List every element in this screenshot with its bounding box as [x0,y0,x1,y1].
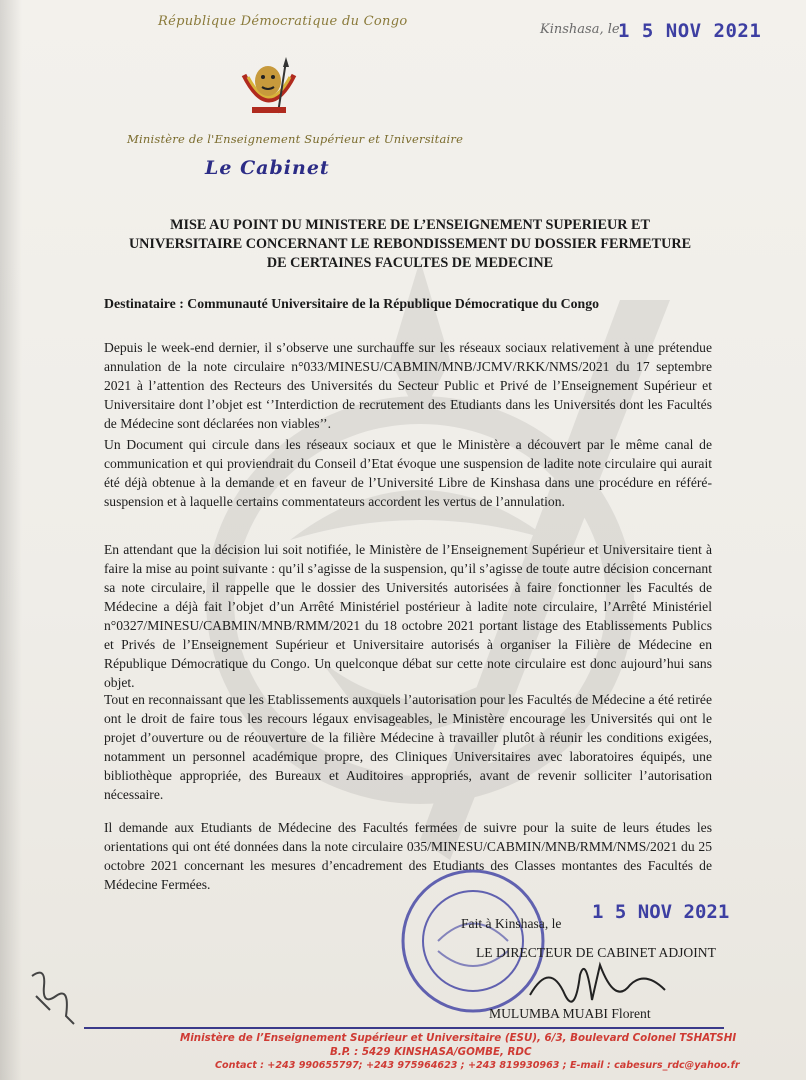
ministry-header: Ministère de l'Enseignement Supérieur et Universitaire [127,132,464,146]
footer-divider [84,1027,724,1029]
document-title [100,216,720,273]
page-shadow [0,0,22,1080]
republic-header: République Démocratique du Congo [158,14,408,29]
paragraph-3: En attendant que la décision lui soit notifiée, le Ministère de l’Enseignement Supérieur et Universitaire tient à faire la mise au point suivante : qu’il s’agisse de la suspension, qu’il s’agisse de toute autre décision concernant sa note circulaire, il rappelle que le dossier des Universités autorisées à faire fonctionner les Facultés de Médecine a déjà fait l’objet d’un Arrêté Ministériel postérieur à ladite note circulaire, l’Arrêté Ministériel n°0327/MINESU/CABMIN/MNB/RMM/2021 du 18 octobre 2021 portant listage des Etablissements Publics et Privés de l’Enseignement Supérieur et Universitaire autorisés à organiser la Filière de Médecine en République Démocratique du Congo. Un quelconque débat sur cette note circulaire est donc aujourd’hui sans objet. [104,542,712,690]
footer-contact: Contact : +243 990655797; +243 975964623 ; +243 819930963 ; E-mail : cabesurs_rdc@yahoo.fr [215,1060,740,1071]
footer-address: Ministère de l’Enseignement Supérieur et Universitaire (ESU), 6/3, Boulevard Colonel TSHATSHI [180,1032,737,1044]
paragraph-5: Il demande aux Etudiants de Médecine des Facultés fermées de suivre pour la suite de leurs études les orientations qui ont été données dans la note circulaire 035/MINESU/CABMIN/MNB/RMM/NMS/2021 du 25 octobre 2021 concernant les mesures d’encadrement des Etudiants des Classes montantes des Facultés de Médecine Fermées. [104,820,712,892]
title-line: UNIVERSITAIRE CONCERNANT LE REBONDISSEMENT DU DOSSIER FERMETURE [128,236,692,252]
paragraph-2: Un Document qui circule dans les réseaux sociaux et que le Ministère a découvert par le même canal de communication et qui proviendrait du Conseil d’Etat évoque une suspension de ladite note circulaire qui aurait été déjà obtenue à la demande et en faveur de l’Université Libre de Kinshasa dans une procédure en référé-suspension et à laquelle certains commentateurs accordent les vertus de l’annulation. [104,437,712,509]
coat-of-arms-icon [238,55,300,121]
paragraph-4: Tout en reconnaissant que les Etablissements auxquels l’autorisation pour les Facultés de Médecine a été retirée ont le droit de faire tous les recours légaux envisageables, le Ministère encourage les Universités qui ont le projet d’ouverture ou de réouverture de la filière Médecine à travailler plutôt à réunir les conditions exigées, notamment un personnel académique propre, des Cliniques Universitaires avec laboratoires équipés, une bibliothèque appropriée, des Bureaux et Auditoires appropriés, avant de revenir solliciter l’autorisation nécessaire. [104,692,712,802]
signatory-title: LE DIRECTEUR DE CABINET ADJOINT [476,945,716,960]
recipient-line: Destinataire : Communauté Universitaire de la République Démocratique du Congo [104,296,600,311]
paragraph-1: Depuis le week-end dernier, il s’observe une surchauffe sur les réseaux sociaux relativement à une prétendue annulation de la note circulaire n°033/MINESU/CABMIN/MNB/JCMV/RKK/NMS/2021 du 17 septembre 2021 à l’attention des Recteurs des Universités du Secteur Public et Privé de l’Enseignement Supérieur et Universitaire dont l’objet est ‘’Interdiction de recrutement des Etudiants dans les Universités dont les Facultés de Médecine sont déclarées non viables’’. [104,340,712,431]
footer-po-box: B.P. : 5429 KINSHASA/GOMBE, RDC [330,1046,532,1058]
date-stamp-top: 1 5 NOV 2021 [618,20,762,42]
place-date-prefix: Kinshasa, le [540,22,620,37]
hand-drawn-mark-icon [26,966,78,1028]
cabinet-header: Le Cabinet [205,157,330,179]
signature-place: Fait à Kinshasa, le [461,916,562,931]
title-line: DE CERTAINES FACULTES DE MEDECINE [266,255,554,271]
title-line: MISE AU POINT DU MINISTERE DE L’ENSEIGNEMENT SUPERIEUR ET [170,217,650,233]
date-stamp-bottom: 1 5 NOV 2021 [592,901,730,923]
signatory-name: MULUMBA MUABI Florent [489,1006,651,1021]
